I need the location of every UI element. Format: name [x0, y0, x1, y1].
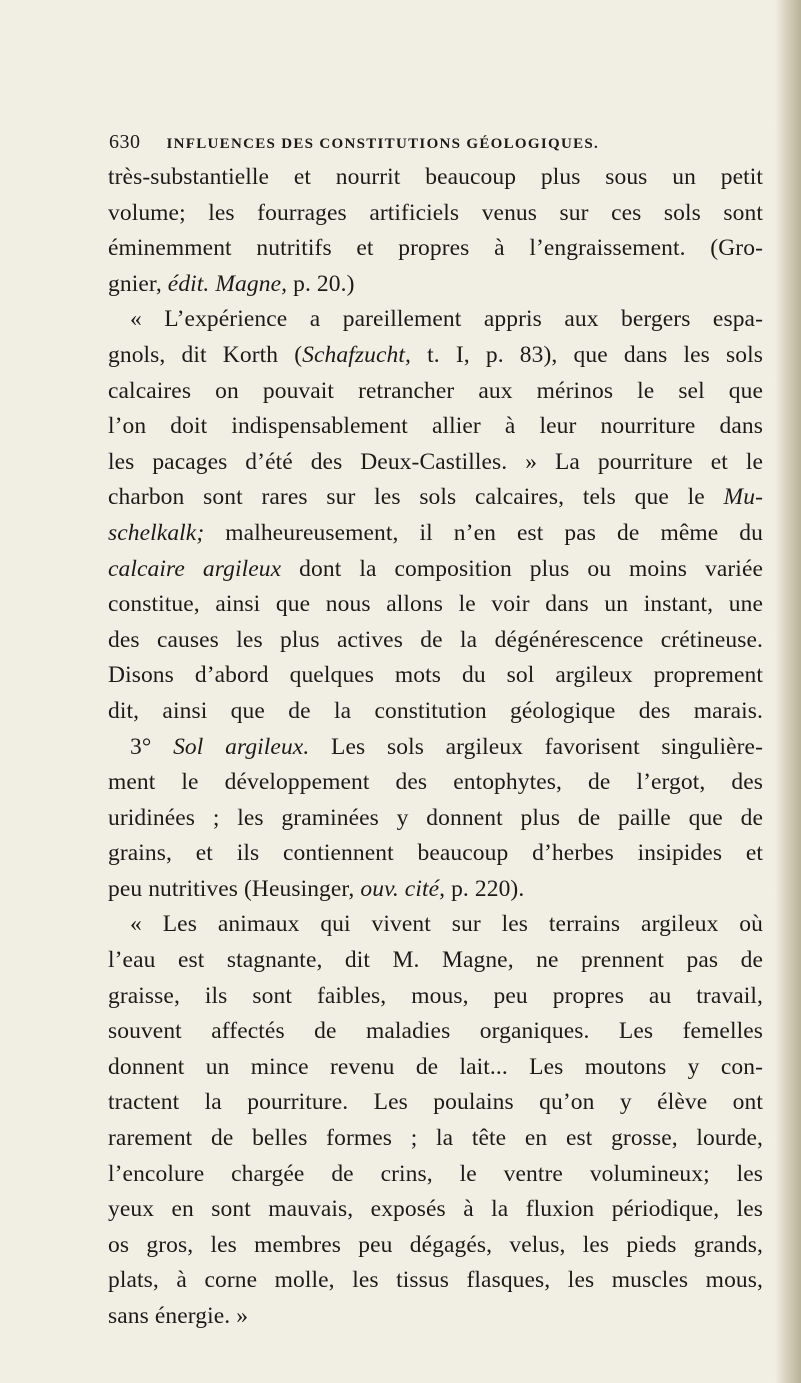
text-line	[108, 374, 763, 410]
text-run: l’on doit indispensablement allier à leur nourriture dans	[108, 413, 763, 440]
text-run: les pacages d’été des Deux-Castilles. » La pourriture et le	[108, 448, 763, 475]
body-text	[108, 160, 763, 1335]
text-line	[108, 231, 763, 267]
text-line	[108, 1157, 763, 1193]
text-line	[108, 516, 763, 552]
text-run: grains, et ils contiennent beaucoup d’herbes insipides et	[108, 840, 763, 867]
text-line	[108, 1050, 763, 1086]
text-line	[108, 409, 763, 445]
italic-text: calcaire argileux	[108, 555, 282, 582]
text-line	[108, 267, 763, 303]
text-run: rarement de belles formes ; la tête en est grosse, lourde,	[108, 1125, 763, 1152]
text-line	[108, 196, 763, 232]
text-run: des causes les plus actives de la dégénérescence crétineuse.	[108, 626, 763, 653]
text-run: p. 20.)	[287, 270, 355, 297]
text-line	[108, 801, 763, 837]
text-run: peu nutritives (Heusinger,	[108, 875, 361, 902]
text-line	[108, 1263, 763, 1299]
text-run: l’eau est stagnante, dit M. Magne, ne prennent pas de	[108, 947, 763, 974]
text-line	[108, 1299, 763, 1335]
text-line	[108, 480, 763, 516]
text-run: dont la composition plus ou moins variée	[281, 555, 763, 582]
running-head	[109, 131, 769, 154]
text-line	[108, 1085, 763, 1121]
text-run: calcaires on pouvait retrancher aux mérinos le sel que	[108, 377, 763, 404]
text-run: graisse, ils sont faibles, mous, peu propres au travail,	[108, 982, 763, 1009]
text-run: « L’expérience a pareillement appris aux bergers espa-	[130, 306, 763, 333]
text-line	[108, 1014, 763, 1050]
text-run: t. I, p. 83), que dans les sols	[410, 341, 763, 368]
text-run: gnols, dit Korth (	[108, 341, 303, 368]
italic-text: Sol argileux.	[173, 733, 310, 760]
text-run: « Les animaux qui vivent sur les terrains argileux où	[130, 911, 763, 938]
page-edge-shadow	[775, 0, 801, 1383]
text-line	[108, 1121, 763, 1157]
text-line	[108, 979, 763, 1015]
text-line	[108, 943, 763, 979]
text-line	[108, 694, 763, 730]
text-line	[108, 552, 763, 588]
text-line	[108, 872, 763, 908]
text-run: ment le développement des entophytes, de l’ergot, des	[108, 769, 763, 796]
text-line	[108, 658, 763, 694]
text-run: Disons d’abord quelques mots du sol argileux proprement	[108, 662, 763, 689]
text-line	[108, 907, 763, 943]
text-run: l’encolure chargée de crins, le ventre volumineux; les	[108, 1160, 763, 1187]
text-run: 3°	[130, 733, 174, 760]
page-number: 630	[109, 131, 141, 153]
text-run: charbon sont rares sur les sols calcaires, tels que le	[108, 484, 724, 511]
text-run: uridinées ; les graminées y donnent plus de paille que de	[108, 804, 763, 831]
text-line	[108, 1228, 763, 1264]
text-line	[108, 338, 763, 374]
italic-text: Mu-	[723, 484, 763, 511]
text-run: très-substantielle et nourrit beaucoup plus sous un petit	[108, 164, 763, 190]
text-line	[108, 836, 763, 872]
text-run: constitue, ainsi que nous allons le voir dans un instant, une	[108, 591, 763, 618]
text-line	[108, 160, 763, 196]
text-run: éminemment nutritifs et propres à l’engraissement. (Gro-	[108, 235, 763, 262]
text-run: volume; les fourrages artificiels venus sur ces sols sont	[108, 199, 763, 226]
text-line	[108, 587, 763, 623]
text-run: Les sols argileux favorisent singulière-	[309, 733, 763, 760]
text-run: tractent la pourriture. Les poulains qu’on y élève ont	[108, 1089, 763, 1116]
text-line	[108, 765, 763, 801]
text-line	[108, 445, 763, 481]
text-run: p. 220).	[445, 875, 525, 902]
text-run: dit, ainsi que de la constitution géologique des marais.	[108, 697, 763, 724]
running-title: INFLUENCES DES CONSTITUTIONS GÉOLOGIQUES.	[166, 136, 600, 152]
text-run: donnent un mince revenu de lait... Les moutons y con-	[108, 1053, 763, 1080]
italic-text: Schafzucht,	[302, 341, 411, 368]
text-run: souvent affectés de maladies organiques. Les femelles	[108, 1018, 763, 1045]
text-run: yeux en sont mauvais, exposés à la fluxion périodique, les	[108, 1196, 763, 1223]
text-run: sans énergie. »	[108, 1303, 249, 1329]
text-line	[108, 623, 763, 659]
text-line	[108, 302, 763, 338]
text-run: malheureusement, il n’en est pas de même du	[204, 519, 763, 546]
italic-text: ouv. cité,	[360, 875, 446, 902]
text-run: gnier,	[108, 270, 168, 297]
italic-text: édit. Magne,	[167, 270, 288, 297]
text-line	[108, 730, 763, 766]
text-line	[108, 1192, 763, 1228]
italic-text: schelkalk;	[108, 519, 205, 546]
text-run: plats, à corne molle, les tissus flasques, les muscles mous,	[108, 1267, 763, 1294]
text-run: os gros, les membres peu dégagés, velus, les pieds grands,	[108, 1231, 763, 1258]
